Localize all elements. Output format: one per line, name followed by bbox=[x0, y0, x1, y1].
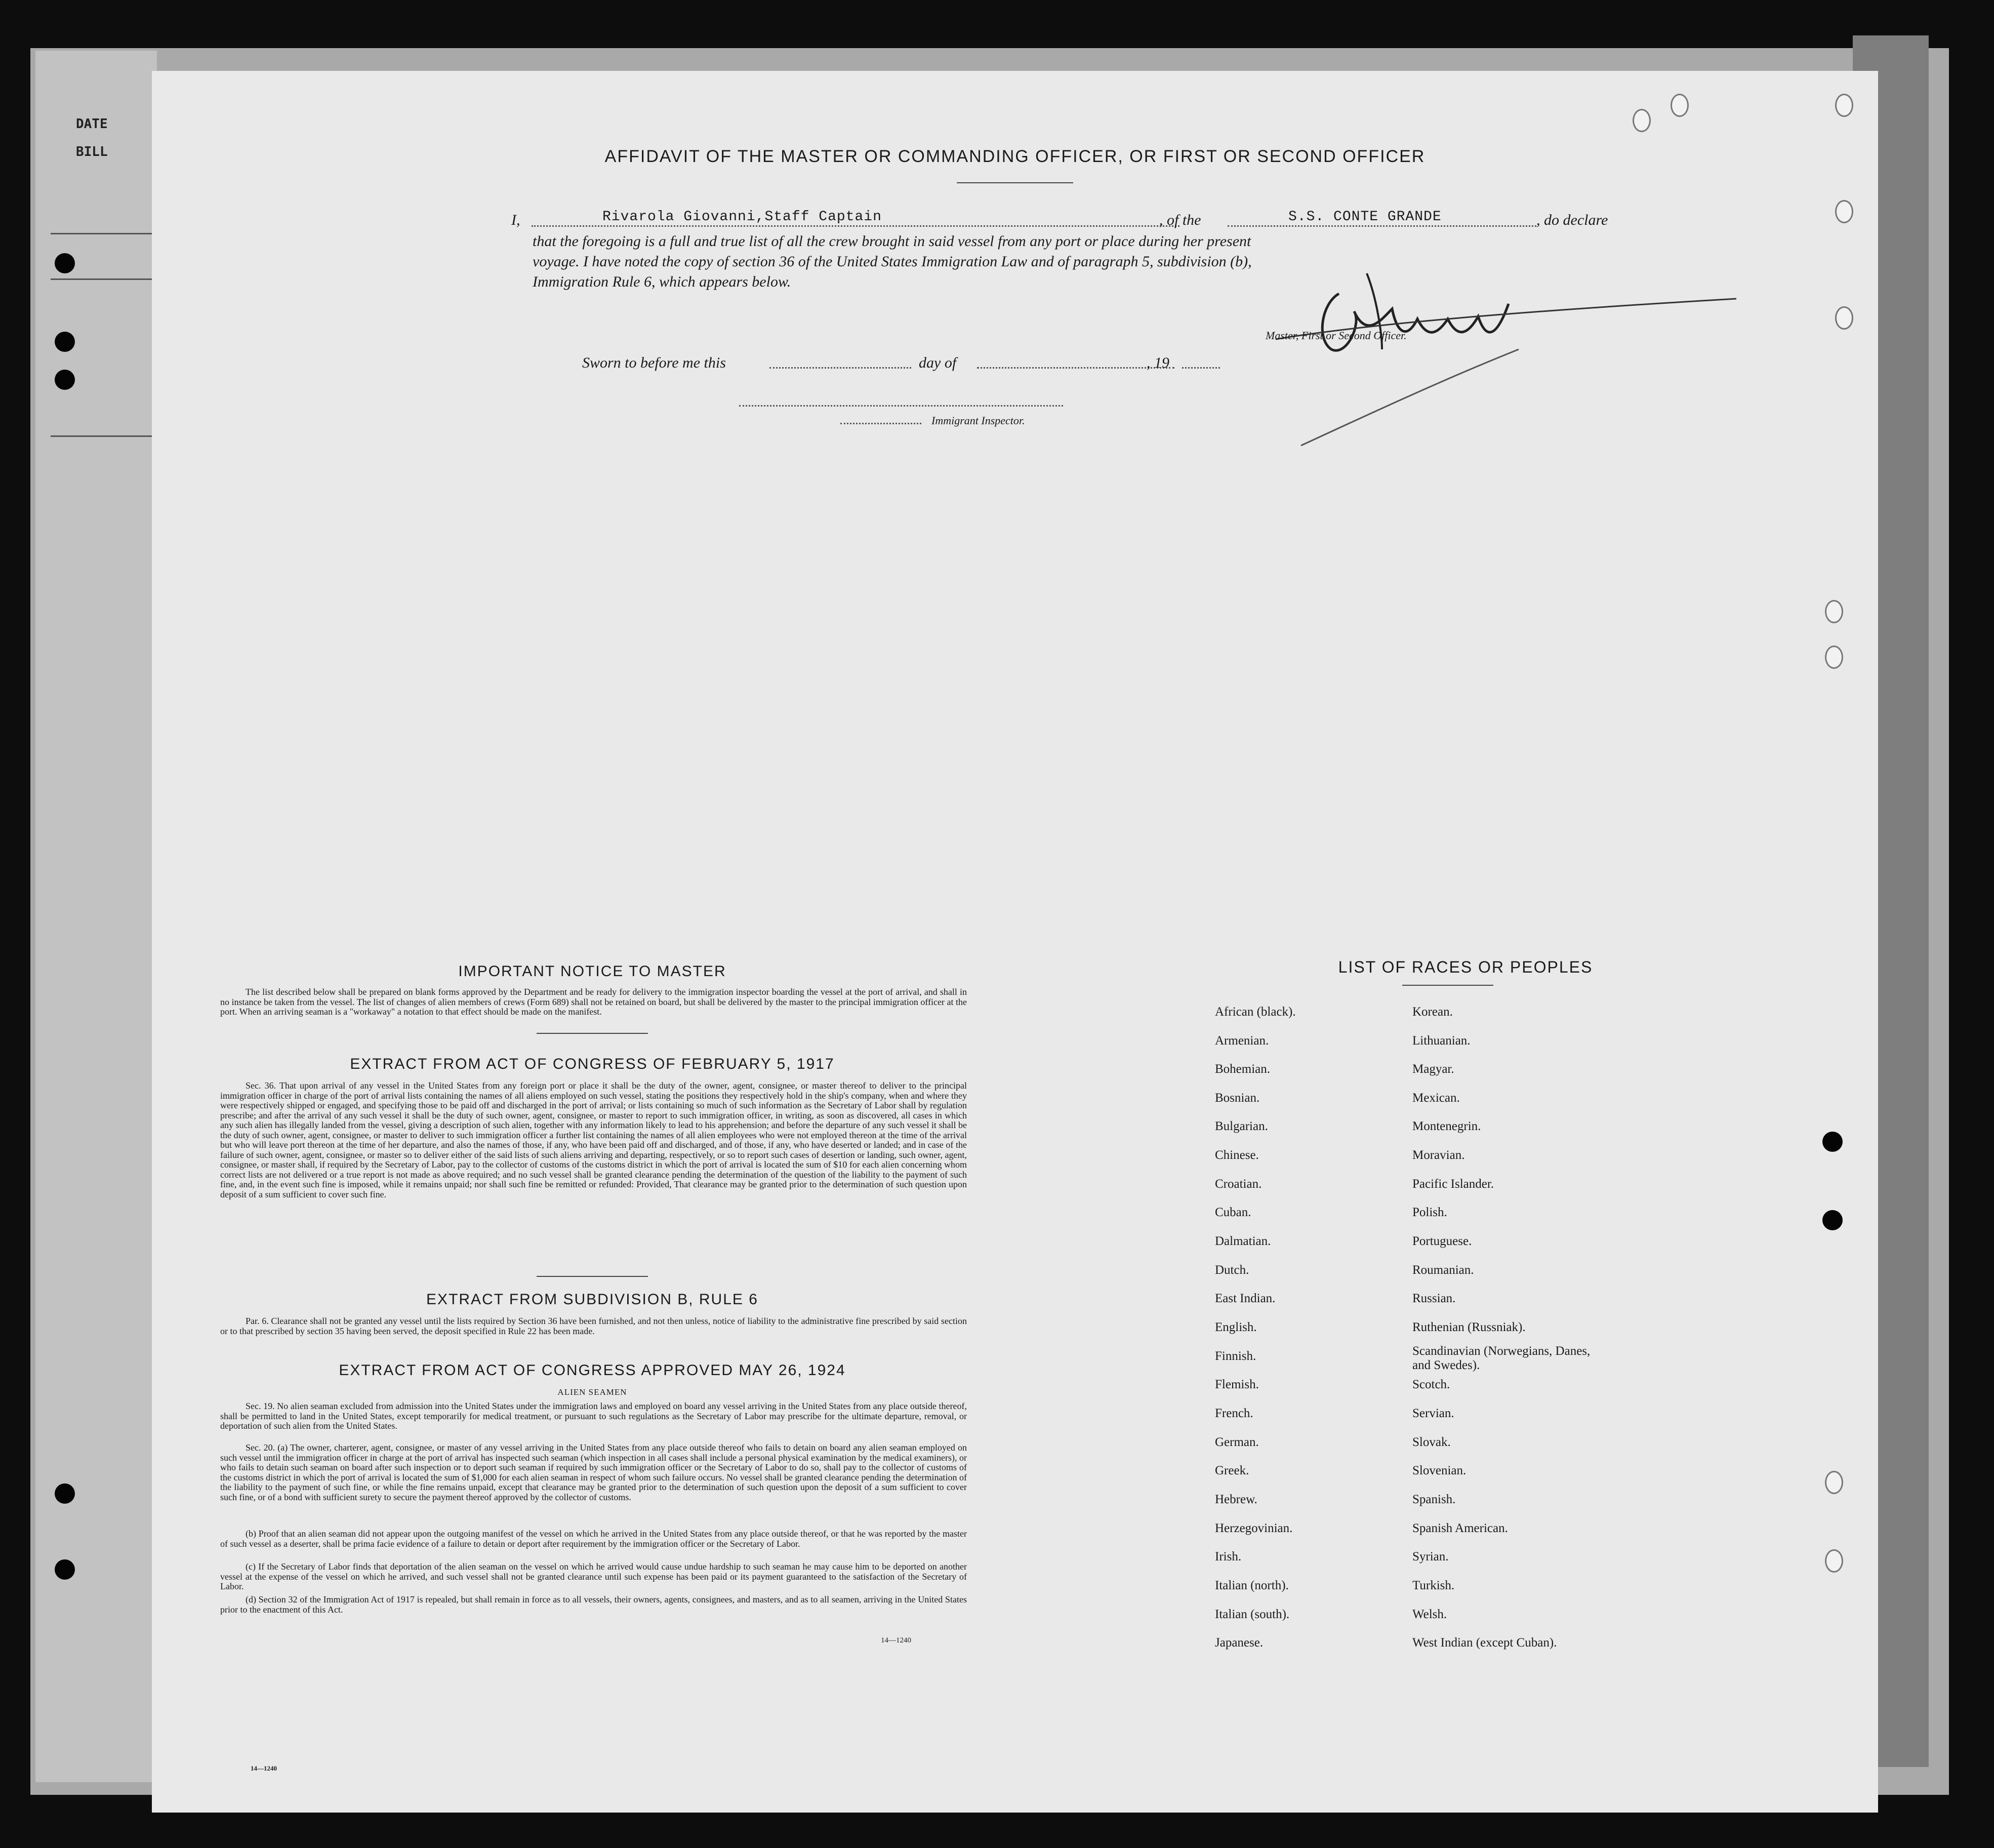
footer-form-number: 14—1240 bbox=[251, 1764, 277, 1772]
race-item: Turkish. bbox=[1412, 1579, 1455, 1592]
punch-hole bbox=[1822, 1210, 1843, 1230]
inspector-signature-line bbox=[739, 405, 1063, 407]
affidavit-page bbox=[152, 71, 1878, 1813]
race-item: Slovenian. bbox=[1412, 1464, 1467, 1477]
affidavit-line-4: Immigration Rule 6, which appears below. bbox=[533, 273, 791, 290]
race-item: Scotch. bbox=[1412, 1378, 1450, 1391]
affidavit-line-3: voyage. I have noted the copy of section 36 of the United States Immigration Law and of paragraph 5, subdivision (b), bbox=[533, 253, 1252, 270]
race-item: Croatian. bbox=[1215, 1177, 1262, 1191]
race-item: Mexican. bbox=[1412, 1091, 1460, 1105]
extract-form-number: 14—1240 bbox=[881, 1636, 911, 1644]
race-item: Cuban. bbox=[1215, 1206, 1251, 1219]
race-item: Irish. bbox=[1215, 1550, 1242, 1563]
races-title: LIST OF RACES OR PEOPLES bbox=[1338, 958, 1593, 976]
race-item: Russian. bbox=[1412, 1292, 1456, 1305]
punch-hole bbox=[55, 1559, 75, 1580]
affidavit-i: I, bbox=[511, 212, 520, 228]
punch-hole bbox=[55, 332, 75, 352]
race-item: Welsh. bbox=[1412, 1608, 1447, 1621]
affidavit-line-2: that the foregoing is a full and true list of all the crew brought in said vessel from any port or place during her present bbox=[533, 233, 1251, 250]
race-item: Hebrew. bbox=[1215, 1493, 1257, 1506]
race-item: Moravian. bbox=[1412, 1148, 1465, 1162]
punch-hole bbox=[1671, 94, 1689, 117]
sworn-date-line bbox=[769, 367, 911, 369]
extract-rule6-text: Par. 6. Clearance shall not be granted any vessel until the lists required by Section 36 have been furnished, and not then unless, notice of liability to the administrative fine prescribed by said section or to that prescribed by section 35 having been served, the deposit specified in Rule 22 has been made. bbox=[220, 1316, 967, 1336]
race-item: Bohemian. bbox=[1215, 1062, 1271, 1076]
signature-caption: Master, First or Second Officer. bbox=[1266, 329, 1407, 342]
extract-1924-sec20b: (b) Proof that an alien seaman did not appear upon the outgoing manifest of the vessel on which he arrived in the United States from any place outside thereof, or that he was reported by the master of such vessel as a deserter, shall be prima facie evidence of a failure to detain or deport after requirement by the immigration officer or the Secretary of Labor. bbox=[220, 1529, 967, 1549]
race-item: Spanish. bbox=[1412, 1493, 1456, 1506]
punch-hole bbox=[55, 253, 75, 273]
punch-hole bbox=[55, 370, 75, 390]
affidavit-do-declare: , do declare bbox=[1536, 212, 1608, 228]
race-item: English. bbox=[1215, 1320, 1257, 1334]
race-item: Finnish. bbox=[1215, 1349, 1256, 1363]
extract-rule6-title: EXTRACT FROM SUBDIVISION B, RULE 6 bbox=[426, 1291, 758, 1308]
left-page-strip bbox=[35, 51, 157, 1782]
vessel-name: S.S. CONTE GRANDE bbox=[1288, 209, 1442, 225]
race-item: Italian (north). bbox=[1215, 1579, 1289, 1592]
race-item: Korean. bbox=[1412, 1005, 1453, 1019]
punch-hole bbox=[1825, 1471, 1843, 1494]
race-item: Spanish American. bbox=[1412, 1521, 1508, 1535]
race-item: Lithuanian. bbox=[1412, 1034, 1471, 1048]
section-rule bbox=[537, 1033, 648, 1034]
punch-hole bbox=[1633, 109, 1651, 132]
race-item: Greek. bbox=[1215, 1464, 1249, 1477]
affidavit-title: AFFIDAVIT OF THE MASTER OR COMMANDING OFFICER, OR FIRST OR SECOND OFFICER bbox=[604, 147, 1426, 166]
race-item: East Indian. bbox=[1215, 1292, 1276, 1305]
race-item: German. bbox=[1215, 1435, 1259, 1449]
notice-title: IMPORTANT NOTICE TO MASTER bbox=[458, 963, 726, 980]
punch-hole bbox=[1825, 1549, 1843, 1573]
race-item: Slovak. bbox=[1412, 1435, 1451, 1449]
punch-hole bbox=[1835, 200, 1853, 223]
extract-1924-subtitle: ALIEN SEAMEN bbox=[557, 1387, 627, 1397]
race-item: Flemish. bbox=[1215, 1378, 1259, 1391]
race-item: Syrian. bbox=[1412, 1550, 1449, 1563]
signature bbox=[1215, 263, 1746, 456]
extract-1924-sec20d: (d) Section 32 of the Immigration Act of 1917 is repealed, but shall remain in force as to all vessels, their owners, agents, consignees, and masters, and as to all seamen, arriving in the United States prior to the enactment of this Act. bbox=[220, 1594, 967, 1615]
section-rule bbox=[537, 1276, 648, 1277]
race-item: Portuguese. bbox=[1412, 1234, 1472, 1248]
races-rule bbox=[1402, 985, 1493, 986]
extract-1924-title: EXTRACT FROM ACT OF CONGRESS APPROVED MAY 26, 1924 bbox=[339, 1362, 846, 1379]
sworn-day-of: day of bbox=[919, 354, 957, 371]
extract-1917-text: Sec. 36. That upon arrival of any vessel in the United States from any foreign port or place it shall be the duty of the owner, agent, consignee, or master thereof to deliver to the principal immigration officer in charge of the port of arrival lists containing the names of all aliens employed on such vessel, stating the positions they respectively hold in the ship's company, when and where they were respectively shipped or engaged, and specifying those to be paid off and discharged in the port of arrival; or lists containing so much of such information as the Secretary of Labor shall by regulation prescribe; and after the arrival of any such vessel it shall be the duty of such owner, agent, consignee, or master to report to such immigration officer, in writing, as soon as discovered, all cases in which any such alien has illegally landed from the vessel, giving a description of such alien, together with any information likely to lead to his apprehension; and before the departure of any such vessel it shall be the duty of such owner, agent, consignee, or master to deliver to such immigration officer a further list containing the names of all alien employees who were not employed thereon at the time of the arrival but who will leave port thereon at the time of her departure, and also the names of those, if any, who have been paid off and discharged, and of those, if any, who have deserted or landed; and in case of the failure of such owner, agent, consignee, or master so to deliver either of the said lists of such aliens arriving and departing, respectively, or so to report such cases of desertion or landing, such owner, agent, consignee, or master shall, if required by the Secretary of Labor, pay to the collector of customs of the customs district in which the port of arrival is located the sum of $10 for each alien concerning whom correct lists are not delivered or a true report is not made as above required; and no such vessel shall be granted clearance pending the determination of the question of the liability to the payment of such fine, and, in the event such fine is imposed, while it remains unpaid; nor shall such fine be remitted or refunded: Provided, That clearance may be granted prior to the determination of such question upon deposit of a sum sufficient to cover such fine. bbox=[220, 1080, 967, 1199]
strip-label-bill: BILL bbox=[76, 144, 108, 159]
race-item: Roumanian. bbox=[1412, 1263, 1474, 1277]
race-item: Italian (south). bbox=[1215, 1608, 1290, 1621]
title-rule bbox=[957, 182, 1073, 183]
race-item: Bulgarian. bbox=[1215, 1119, 1268, 1133]
race-item: Japanese. bbox=[1215, 1636, 1264, 1650]
officer-name-line bbox=[532, 225, 1179, 227]
race-item: Ruthenian (Russniak). bbox=[1412, 1320, 1526, 1334]
race-item: Dalmatian. bbox=[1215, 1234, 1271, 1248]
inspector-caption: Immigrant Inspector. bbox=[931, 414, 1025, 427]
extract-1924-sec20c: (c) If the Secretary of Labor finds that deportation of the alien seaman on the vessel on which he arrived would cause undue hardship to such seaman he may cause him to be deported on another vessel at the expense of the vessel on which he arrived, and such vessel shall not be granted clearance until such expense has been paid or its payment guaranteed to the satisfaction of the Secretary of Labor. bbox=[220, 1561, 967, 1591]
notice-text: The list described below shall be prepared on blank forms approved by the Department and be ready for delivery to the immigration inspector boarding the vessel at the port of arrival, and shall in no instance be taken from the vessel. The list of changes of alien members of crews (Form 689) shall not be retained on board, but shall be delivered by the master to the principal immigration officer at the port. When an arriving seaman is a "workaway" a notation to that effect should be made on the manifest. bbox=[220, 987, 967, 1017]
race-item: Chinese. bbox=[1215, 1148, 1259, 1162]
officer-name: Rivarola Giovanni,Staff Captain bbox=[602, 209, 882, 225]
vessel-name-line bbox=[1228, 225, 1536, 227]
extract-1917-title: EXTRACT FROM ACT OF CONGRESS OF FEBRUARY 5, 1917 bbox=[350, 1056, 835, 1072]
sworn-text: Sworn to before me this bbox=[582, 354, 726, 371]
inspector-caption-line bbox=[840, 423, 921, 424]
extract-1924-sec19: Sec. 19. No alien seaman excluded from admission into the United States under the immigration laws and employed on board any vessel arriving in the United States from any place outside thereof, shall be permitted to land in the United States, except temporarily for medical treatment, or pursuant to such regulations as the Secretary of Labor may prescribe for the ultimate departure, removal, or deportation of such alien from the United States. bbox=[220, 1401, 967, 1431]
race-item: Dutch. bbox=[1215, 1263, 1249, 1277]
extract-1924-sec20a: Sec. 20. (a) The owner, charterer, agent, consignee, or master of any vessel arriving in the United States from any place outside thereof who fails to detain on board any alien seaman employed on such vessel until the immigration officer in charge at the port of arrival has inspected such seaman (which inspection in all cases shall include a personal physical examination by the medical examiners), or who fails to detain such seaman on board after such inspection or to deport such seaman if required by such immigration officer or the Secretary of Labor to do so, shall pay to the collector of customs of the customs district in which the port of arrival is located the sum of $1,000 for each alien seaman in respect of whom such failure occurs. No vessel shall be granted clearance pending the determination of the liability to the payment of such fine, or while the fine remains unpaid, except that clearance may be granted prior to the determination of such question upon the deposit of a sum sufficient to cover such fine, or of a bond with sufficient surety to secure the payment thereof approved by the collector of customs. bbox=[220, 1442, 967, 1502]
race-item: Bosnian. bbox=[1215, 1091, 1260, 1105]
affidavit-of-the: , of the bbox=[1159, 212, 1201, 228]
race-item: Magyar. bbox=[1412, 1062, 1454, 1076]
punch-hole bbox=[1822, 1132, 1843, 1152]
punch-hole bbox=[1835, 94, 1853, 117]
race-item: Herzegovinian. bbox=[1215, 1521, 1293, 1535]
race-item: Montenegrin. bbox=[1412, 1119, 1481, 1133]
race-item: West Indian (except Cuban). bbox=[1412, 1636, 1557, 1650]
race-item: Scandinavian (Norwegians, Danes, and Swedes). bbox=[1412, 1344, 1591, 1372]
race-item: French. bbox=[1215, 1407, 1253, 1420]
race-item: African (black). bbox=[1215, 1005, 1296, 1019]
strip-label-date: DATE bbox=[76, 116, 108, 132]
punch-hole bbox=[1825, 646, 1843, 669]
punch-hole bbox=[1825, 600, 1843, 623]
race-item: Armenian. bbox=[1215, 1034, 1269, 1048]
race-item: Servian. bbox=[1412, 1407, 1454, 1420]
race-item: Polish. bbox=[1412, 1206, 1447, 1219]
punch-hole bbox=[1835, 306, 1853, 330]
punch-hole bbox=[55, 1483, 75, 1504]
race-item: Pacific Islander. bbox=[1412, 1177, 1494, 1191]
sworn-year-line bbox=[1182, 367, 1220, 369]
sworn-year: , 19 bbox=[1147, 354, 1169, 371]
sworn-month-line bbox=[977, 367, 1174, 369]
